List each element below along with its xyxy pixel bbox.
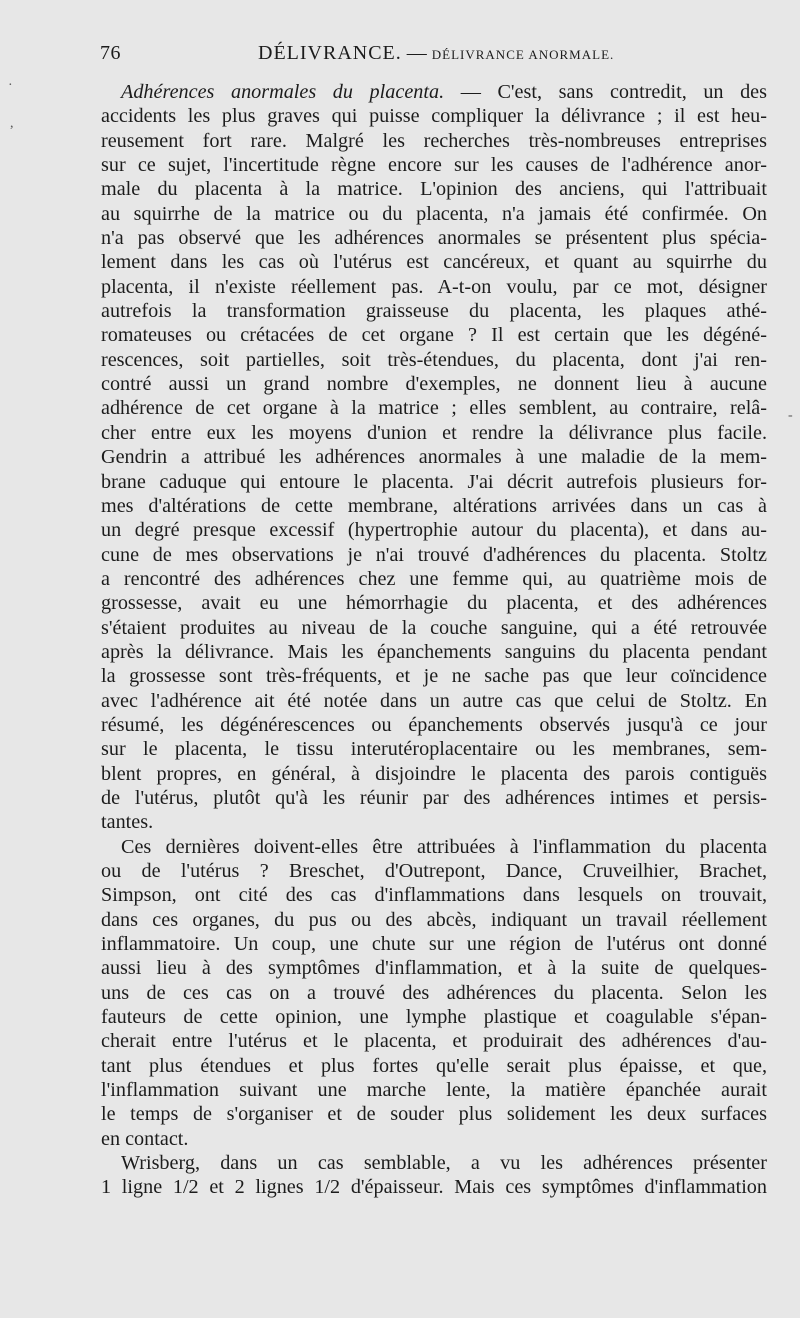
text-line: [101, 470, 767, 494]
line-text: brane caduque qui entoure le placenta. J'ai décrit autrefois plusieurs for-: [101, 470, 767, 493]
text-line: [101, 1005, 767, 1029]
page-header: [100, 42, 768, 70]
text-line: [101, 908, 767, 932]
line-text: Simpson, ont cité des cas d'inflammations dans lesquels on trouvait,: [101, 884, 767, 907]
text-line: [101, 323, 767, 347]
line-text: de l'utérus, plutôt qu'à les réunir par des adhérences intimes et persis-: [101, 786, 767, 809]
text-line: [101, 835, 767, 859]
line-text: rescences, soit partielles, soit très-étendues, du placenta, dont j'ai ren-: [101, 348, 767, 371]
text-line: [101, 250, 767, 274]
line-text: 1 ligne 1/2 et 2 lignes 1/2 d'épaisseur. Mais ces symptômes d'inflammation: [101, 1176, 767, 1199]
text-line: [101, 956, 767, 980]
text-line: [101, 275, 767, 299]
text-line: [101, 1175, 767, 1199]
text-line: [101, 1078, 767, 1102]
text-line: [101, 932, 767, 956]
line-text: contré aussi un grand nombre d'exemples, ne donnent lieu à aucune: [101, 373, 767, 396]
line-text: résumé, les dégénérescences ou épanchements observés jusqu'à ce jour: [101, 713, 767, 736]
text-line: [101, 1054, 767, 1078]
text-line: [101, 810, 767, 834]
page-number: 76: [100, 42, 121, 64]
running-subtitle: DÉLIVRANCE ANORMALE.: [431, 47, 615, 62]
line-text: dans ces organes, du pus ou des abcès, indiquant un travail réellement: [101, 908, 767, 931]
line-text: Ces dernières doivent-elles être attribuées à l'inflammation du placenta: [121, 835, 767, 858]
line-text: — C'est, sans contredit, un des: [444, 81, 767, 103]
line-text: Gendrin a attribué les adhérences anormales à une maladie de la mem-: [101, 446, 767, 469]
line-text: mes d'altérations de cette membrane, altérations arrivées dans un cas à: [101, 494, 767, 517]
line-text: placenta, il n'existe réellement pas. A-t-on voulu, par ce mot, désigner: [101, 275, 767, 298]
line-text: au squirrhe de la matrice ou du placenta, n'a jamais été confirmée. On: [101, 202, 767, 225]
text-line: [101, 664, 767, 688]
running-title: DÉLIVRANCE.: [258, 42, 402, 64]
text-line: [101, 591, 767, 615]
line-text: tant plus étendues et plus fortes qu'elle serait plus épaisse, et que,: [101, 1054, 767, 1077]
text-line: [101, 981, 767, 1005]
line-text: le temps de s'organiser et de souder plus solidement les deux surfaces: [101, 1103, 767, 1126]
text-line: [101, 202, 767, 226]
text-line: [101, 689, 767, 713]
line-text: inflammatoire. Un coup, une chute sur une région de l'utérus ont donné: [101, 933, 767, 956]
line-text: blent propres, en général, à disjoindre le placenta des parois contiguës: [101, 762, 767, 785]
line-text: male du placenta à la matrice. L'opinion des anciens, qui l'attribuait: [101, 178, 767, 201]
line-text: Wrisberg, dans un cas semblable, a vu les adhérences présenter: [121, 1152, 767, 1175]
text-line: [101, 1102, 767, 1126]
line-text: tantes.: [101, 811, 154, 834]
line-text: sur ce sujet, l'incertitude règne encore sur les causes de l'adhérence anor-: [101, 154, 767, 177]
text-line: [101, 713, 767, 737]
line-text: ou de l'utérus ? Breschet, d'Outrepont, Dance, Cruveilhier, Brachet,: [101, 860, 767, 882]
text-line: [101, 348, 767, 372]
text-line: [101, 396, 767, 420]
text-line: [101, 616, 767, 640]
line-text: avec l'adhérence ait été notée dans un autre cas que celui de Stoltz. En: [101, 689, 767, 712]
line-text: autrefois la transformation graisseuse du placenta, les plaques athé-: [101, 300, 767, 323]
text-line: [101, 226, 767, 250]
margin-mark: ·: [8, 78, 13, 93]
text-line: [101, 104, 767, 128]
section-heading: Adhérences anormales du placenta.: [121, 81, 445, 103]
line-text: cher entre eux les moyens d'union et rendre la délivrance plus facile.: [101, 421, 767, 444]
text-line: [101, 153, 767, 177]
line-text: un degré presque excessif (hypertrophie autour du placenta), et dans au-: [101, 519, 767, 542]
running-head-separator: —: [401, 42, 432, 64]
line-text: après la délivrance. Mais les épanchements sanguins du placenta pendant: [101, 640, 767, 663]
text-line: [101, 543, 767, 567]
text-line: [101, 1029, 767, 1053]
line-text: uns de ces cas on a trouvé des adhérences du placenta. Selon les: [101, 981, 767, 1004]
line-text: fauteurs de cette opinion, une lymphe plastique et coagulable s'épan-: [101, 1006, 767, 1029]
text-line: [101, 518, 767, 542]
text-line: [101, 421, 767, 445]
line-text: aussi lieu à des symptômes d'inflammation, et à la suite de quelques-: [101, 957, 767, 980]
text-line: [101, 1127, 767, 1151]
text-line: [101, 494, 767, 518]
line-text: la grossesse sont très-fréquents, et je ne sache pas que leur coïncidence: [101, 665, 767, 688]
text-line: [101, 299, 767, 323]
line-text: lement dans les cas où l'utérus est cancéreux, et quant au squirrhe du: [101, 251, 767, 274]
text-line: [101, 1151, 767, 1175]
line-text: accidents les plus graves qui puisse compliquer la délivrance ; il est heu-: [101, 105, 767, 128]
text-line: [101, 640, 767, 664]
running-head: [258, 42, 614, 65]
line-text: en contact.: [101, 1127, 189, 1150]
margin-mark: ,: [10, 116, 14, 131]
text-line: [101, 883, 767, 907]
text-line: [101, 762, 767, 786]
text-line: [101, 80, 767, 104]
line-text: cherait entre l'utérus et le placenta, et produirait des adhérences d'au-: [101, 1030, 767, 1053]
text-line: [101, 129, 767, 153]
line-text: grossesse, avait eu une hémorrhagie du placenta, et des adhérences: [101, 592, 767, 615]
body-text: [101, 80, 767, 1200]
line-text: adhérence de cet organe à la matrice ; elles semblent, au contraire, relâ-: [101, 397, 767, 420]
text-line: [101, 786, 767, 810]
line-text: s'étaient produites au niveau de la couche sanguine, qui a été retrouvée: [101, 616, 767, 639]
text-line: [101, 737, 767, 761]
margin-mark: -: [788, 408, 793, 423]
text-line: [101, 445, 767, 469]
text-line: [101, 567, 767, 591]
line-text: cune de mes observations je n'ai trouvé d'adhérences du placenta. Stoltz: [101, 543, 767, 566]
text-line: [101, 372, 767, 396]
line-text: romateuses ou crétacées de cet organe ? Il est certain que les dégéné-: [101, 324, 767, 347]
line-text: reusement fort rare. Malgré les recherches très-nombreuses entreprises: [101, 129, 767, 152]
line-text: sur le placenta, le tissu interutéroplacentaire ou les membranes, sem-: [101, 738, 767, 761]
line-text: n'a pas observé que les adhérences anormales se présentent plus spécia-: [101, 227, 767, 250]
line-text: l'inflammation suivant une marche lente, la matière épanchée aurait: [101, 1079, 767, 1102]
line-text: a rencontré des adhérences chez une femme qui, au quatrième mois de: [101, 567, 767, 590]
text-line: [101, 859, 767, 883]
text-line: [101, 177, 767, 201]
